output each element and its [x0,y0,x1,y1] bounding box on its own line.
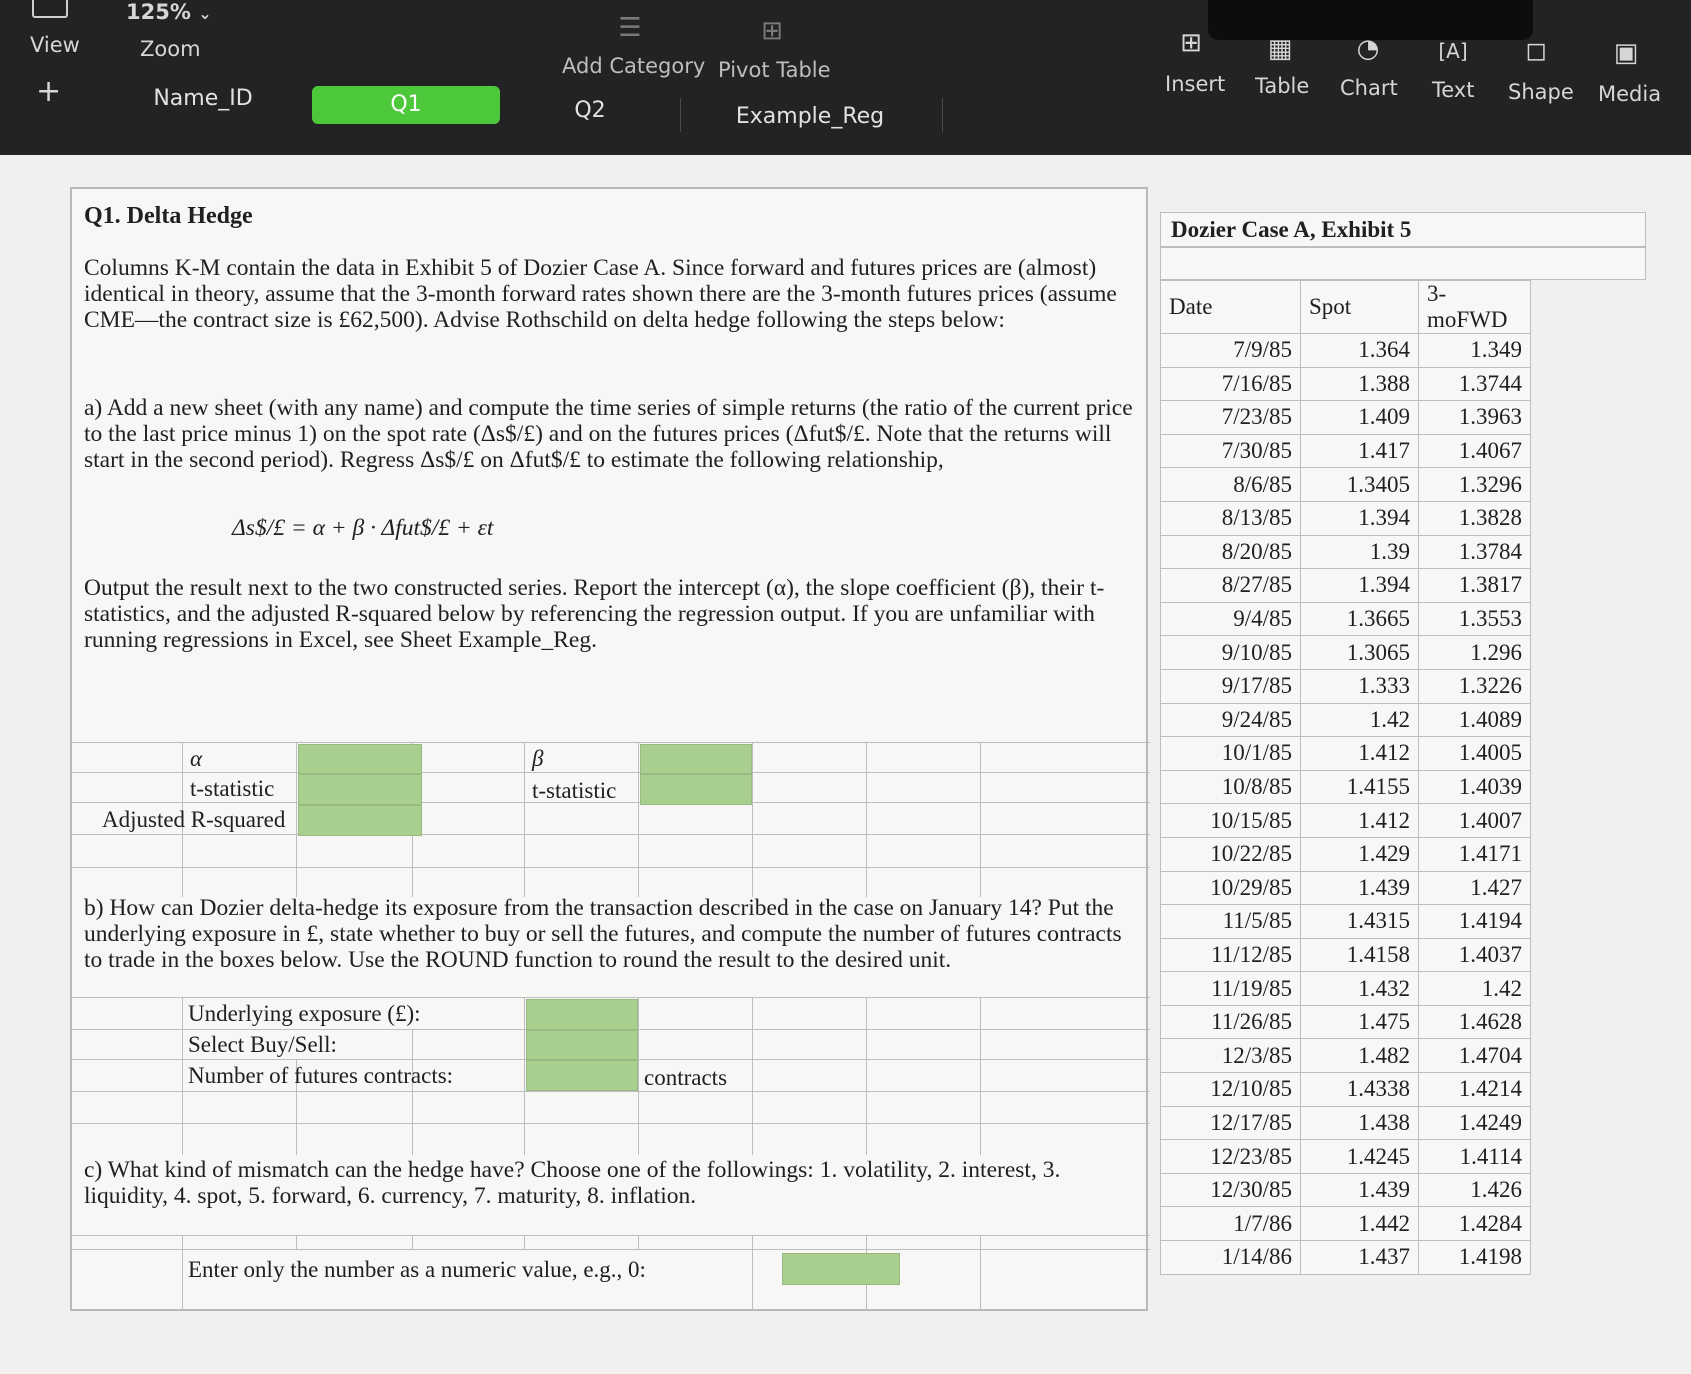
cell-spot[interactable]: 1.4315 [1301,905,1419,939]
cell-date[interactable]: 12/23/85 [1161,1140,1301,1174]
num-contracts-input-cell[interactable] [526,1060,638,1091]
grid-line [638,997,639,1155]
cell-date[interactable]: 10/29/85 [1161,871,1301,905]
table-button[interactable]: Table [1255,74,1310,98]
tab-example-reg[interactable]: Example_Reg [735,104,885,129]
cell-date[interactable]: 12/3/85 [1161,1039,1301,1073]
question-part-a: a) Add a new sheet (with any name) and compute the time series of simple returns (the ratio of the current price to the last price minus 1) on the spot rate (Δs$/£) and on the futures prices (Δfut$/£. Note that the returns will start in the second period). Regress Δs$/£ on Δfut$/£ to estimate the following relationship, [84,395,1133,473]
pivot-table-button[interactable]: Pivot Table [718,58,831,82]
cell-date[interactable]: 1/7/86 [1161,1207,1301,1241]
cell-spot[interactable]: 1.432 [1301,972,1419,1006]
cell-fwd[interactable]: 1.3226 [1419,669,1531,703]
question-part-b: b) How can Dozier delta-hedge its exposure from the transaction described in the case on January 14? Put the underlying exposure in £, state whether to buy or sell the futures, and compute the number of futures contracts to trade in the boxes below. Use the ROUND function to round the result to the desired unit. [84,895,1122,973]
cell-fwd[interactable]: 1.3963 [1419,401,1531,435]
cell-date[interactable]: 8/27/85 [1161,569,1301,603]
cell-fwd[interactable]: 1.4284 [1419,1207,1531,1241]
column-header-date[interactable]: Date [1161,281,1301,334]
grid-line [72,1091,1150,1092]
table-row [1161,770,1531,804]
add-category-button[interactable]: Add Category [562,54,706,78]
cell-date[interactable]: 7/30/85 [1161,434,1301,468]
column-header-fwd[interactable]: 3-moFWD [1419,281,1531,334]
cell-fwd[interactable]: 1.349 [1419,334,1531,368]
table-row [1161,401,1531,435]
cell-date[interactable]: 8/20/85 [1161,535,1301,569]
cell-date[interactable]: 9/4/85 [1161,602,1301,636]
question-panel [70,187,1148,1311]
cell-fwd[interactable]: 1.4628 [1419,1005,1531,1039]
zoom-level-select[interactable] [126,0,212,24]
shape-button[interactable]: Shape [1508,80,1574,104]
tab-q2[interactable]: Q2 [574,98,606,123]
cell-spot[interactable]: 1.442 [1301,1207,1419,1241]
beta-t-stat-input-cell[interactable] [640,774,752,805]
sidebar-toggle-icon[interactable] [32,0,68,18]
cell-fwd[interactable]: 1.4037 [1419,938,1531,972]
cell-fwd[interactable]: 1.4067 [1419,434,1531,468]
cell-spot[interactable]: 1.3065 [1301,636,1419,670]
cell-spot[interactable]: 1.482 [1301,1039,1419,1073]
alpha-input-cell[interactable] [298,744,422,774]
table-row [1161,905,1531,939]
table-row [1161,367,1531,401]
grid-line [72,1249,1150,1250]
text-button[interactable]: Text [1432,78,1475,102]
table-row [1161,569,1531,603]
table-row [1161,501,1531,535]
beta-t-stat-label: t-statistic [532,778,617,803]
cell-date[interactable]: 1/14/86 [1161,1241,1301,1275]
column-header-spot[interactable]: Spot [1301,281,1419,334]
cell-fwd[interactable]: 1.4114 [1419,1140,1531,1174]
cell-spot[interactable]: 1.439 [1301,1173,1419,1207]
chart-button[interactable]: Chart [1340,76,1398,100]
cell-date[interactable]: 9/17/85 [1161,669,1301,703]
cell-date[interactable]: 7/23/85 [1161,401,1301,435]
table-row [1161,602,1531,636]
grid-line [980,1235,981,1311]
beta-input-cell[interactable] [640,744,752,774]
exhibit-table [1160,280,1531,1275]
contracts-unit-label: contracts [644,1065,728,1090]
beta-label: β [532,746,544,771]
cell-fwd[interactable]: 1.4249 [1419,1106,1531,1140]
cell-fwd[interactable]: 1.3296 [1419,468,1531,502]
grid-line [412,1029,413,1155]
cell-date[interactable]: 9/10/85 [1161,636,1301,670]
table-row [1161,1140,1531,1174]
question-intro: Columns K-M contain the data in Exhibit 5 of Dozier Case A. Since forward and futures prices are (almost) identical in theory, assume that the 3-month forward rates shown there are the 3-month futures prices (assume CME—the contract size is £62,500). Advise Rothschild on delta hedge following the steps below: [84,255,1117,333]
chevron-down-icon: ⌄ [198,4,212,23]
cell-spot[interactable]: 1.4338 [1301,1073,1419,1107]
question-title: Q1. Delta Hedge [84,203,253,229]
media-button[interactable]: Media [1598,82,1662,106]
table-row [1161,334,1531,368]
grid-line [72,742,1150,743]
exhibit-title: Dozier Case A, Exhibit 5 [1160,212,1646,247]
cell-spot[interactable]: 1.3665 [1301,602,1419,636]
grid-line [524,742,525,897]
table-row [1161,434,1531,468]
grid-line [638,742,639,897]
cell-spot[interactable]: 1.409 [1301,401,1419,435]
grid-line [980,997,981,1155]
insert-button[interactable]: Insert [1165,72,1226,96]
grid-line [866,742,867,897]
cell-spot[interactable]: 1.394 [1301,569,1419,603]
cell-date[interactable]: 11/5/85 [1161,905,1301,939]
cell-spot[interactable]: 1.4158 [1301,938,1419,972]
table-row [1161,837,1531,871]
grid-line [72,997,1150,998]
cell-spot[interactable]: 1.42 [1301,703,1419,737]
cell-spot[interactable]: 1.4245 [1301,1140,1419,1174]
table-row [1161,804,1531,838]
shape-icon: ◻ [1525,36,1547,66]
grid-line [296,1235,297,1249]
grid-line [182,1235,183,1311]
cell-date[interactable]: 11/12/85 [1161,938,1301,972]
alpha-t-stat-input-cell[interactable] [298,774,422,805]
mismatch-input-cell[interactable] [782,1253,900,1285]
cell-fwd[interactable]: 1.3744 [1419,367,1531,401]
cell-fwd[interactable]: 1.4039 [1419,770,1531,804]
table-row [1161,1241,1531,1275]
cell-fwd[interactable]: 1.4005 [1419,737,1531,771]
zoom-button[interactable]: Zoom [140,37,201,61]
chart-icon: ◔ [1356,34,1380,64]
view-button[interactable]: View [30,33,80,57]
app-toolbar [0,0,1691,155]
cell-fwd[interactable]: 1.4194 [1419,905,1531,939]
tab-q1[interactable]: Q1 [312,86,500,124]
table-header-row [1161,281,1531,334]
grid-line [524,1235,525,1249]
exhibit-blank-row[interactable] [1160,247,1646,280]
cell-fwd[interactable]: 1.42 [1419,972,1531,1006]
table-row [1161,871,1531,905]
buy-sell-select-cell[interactable] [526,1030,638,1060]
table-row [1161,468,1531,502]
alpha-t-stat-label: t-statistic [190,776,275,801]
zoom-level-value: 125% [126,0,191,24]
table-row [1161,737,1531,771]
cell-date[interactable]: 12/17/85 [1161,1106,1301,1140]
cell-date[interactable]: 11/19/85 [1161,972,1301,1006]
grid-line [866,997,867,1155]
cell-spot[interactable]: 1.39 [1301,535,1419,569]
spreadsheet-canvas [0,155,1691,1374]
table-row [1161,1073,1531,1107]
table-row [1161,669,1531,703]
table-row [1161,938,1531,972]
exposure-input-cell[interactable] [526,999,638,1030]
grid-line [72,772,1150,773]
cell-fwd[interactable]: 1.3553 [1419,602,1531,636]
cell-fwd[interactable]: 1.426 [1419,1173,1531,1207]
exposure-label: Underlying exposure (£): [188,1001,421,1026]
mismatch-label: Enter only the number as a numeric value, e.g., 0: [188,1257,646,1282]
table-row [1161,972,1531,1006]
cell-spot[interactable]: 1.364 [1301,334,1419,368]
alpha-label: α [190,746,203,771]
cell-date[interactable]: 12/10/85 [1161,1073,1301,1107]
cell-spot[interactable]: 1.3405 [1301,468,1419,502]
cell-date[interactable]: 7/9/85 [1161,334,1301,368]
table-icon: ▦ [1267,34,1293,64]
cell-fwd[interactable]: 1.4007 [1419,804,1531,838]
grid-line [752,742,753,897]
grid-line [980,742,981,897]
question-part-a-output: Output the result next to the two constructed series. Report the intercept (α), the slope coefficient (β), their t-statistics, and the adjusted R-squared below by referencing the regression output. If you are unfamiliar with running regressions in Excel, see Sheet Example_Reg. [84,575,1105,653]
table-row [1161,1005,1531,1039]
table-row [1161,1106,1531,1140]
cell-fwd[interactable]: 1.4089 [1419,703,1531,737]
cell-date[interactable]: 10/8/85 [1161,770,1301,804]
table-row [1161,1173,1531,1207]
cell-spot[interactable]: 1.417 [1301,434,1419,468]
exhibit-table-body [1161,334,1531,1275]
adj-r-squared-input-cell[interactable] [298,805,422,836]
cell-date[interactable]: 10/15/85 [1161,804,1301,838]
buy-sell-label: Select Buy/Sell: [188,1032,337,1057]
cell-date[interactable]: 10/1/85 [1161,737,1301,771]
grid-line [182,997,183,1155]
pivot-table-icon: ⊞ [761,16,783,46]
grid-line [638,1235,639,1249]
cell-fwd[interactable]: 1.3828 [1419,501,1531,535]
cell-fwd[interactable]: 1.4704 [1419,1039,1531,1073]
grid-line [412,1235,413,1249]
cell-spot[interactable]: 1.388 [1301,367,1419,401]
list-icon: ☰ [618,13,642,43]
tab-separator [680,98,681,132]
cell-spot[interactable]: 1.394 [1301,501,1419,535]
cell-spot[interactable]: 1.333 [1301,669,1419,703]
text-icon: [A] [1438,39,1468,63]
table-row [1161,535,1531,569]
cell-fwd[interactable]: 1.4214 [1419,1073,1531,1107]
cell-date[interactable]: 7/16/85 [1161,367,1301,401]
grid-line [752,1235,753,1311]
cell-spot[interactable]: 1.412 [1301,737,1419,771]
grid-line [752,997,753,1155]
adj-r-squared-label: Adjusted R-squared [102,807,286,832]
cell-spot[interactable]: 1.412 [1301,804,1419,838]
grid-line [524,997,525,1155]
cell-date[interactable]: 9/24/85 [1161,703,1301,737]
cell-fwd[interactable]: 1.3784 [1419,535,1531,569]
cell-spot[interactable]: 1.439 [1301,871,1419,905]
cell-fwd[interactable]: 1.4171 [1419,837,1531,871]
tab-name-id[interactable]: Name_ID [153,86,253,111]
cell-date[interactable]: 8/6/85 [1161,468,1301,502]
tab-separator [942,98,943,132]
question-part-c: c) What kind of mismatch can the hedge have? Choose one of the followings: 1. volatility, 2. interest, 3. liquidity, 4. spot, 5. forward, 6. currency, 7. maturity, 8. inflation. [84,1157,1061,1209]
cell-date[interactable]: 8/13/85 [1161,501,1301,535]
table-row [1161,703,1531,737]
cell-fwd[interactable]: 1.427 [1419,871,1531,905]
cell-spot[interactable]: 1.437 [1301,1241,1419,1275]
insert-icon: ⊞ [1180,28,1202,58]
grid-line [72,1123,1150,1124]
cell-spot[interactable]: 1.4155 [1301,770,1419,804]
cell-fwd[interactable]: 1.3817 [1419,569,1531,603]
cell-date[interactable]: 12/30/85 [1161,1173,1301,1207]
cell-spot[interactable]: 1.475 [1301,1005,1419,1039]
cell-date[interactable]: 11/26/85 [1161,1005,1301,1039]
cell-fwd[interactable]: 1.4198 [1419,1241,1531,1275]
cell-fwd[interactable]: 1.296 [1419,636,1531,670]
media-icon: ▣ [1613,38,1639,68]
grid-line [72,867,1150,868]
grid-line [72,834,1150,835]
grid-line [72,1235,1150,1236]
add-sheet-button[interactable]: + [36,74,62,109]
cell-spot[interactable]: 1.438 [1301,1106,1419,1140]
table-row [1161,1039,1531,1073]
table-row [1161,1207,1531,1241]
cell-date[interactable]: 10/22/85 [1161,837,1301,871]
table-row [1161,636,1531,670]
grid-line [296,742,297,897]
cell-spot[interactable]: 1.429 [1301,837,1419,871]
num-contracts-label: Number of futures contracts: [188,1063,454,1088]
regression-formula: Δs$/£ = α + β · Δfut$/£ + εt [232,515,494,541]
